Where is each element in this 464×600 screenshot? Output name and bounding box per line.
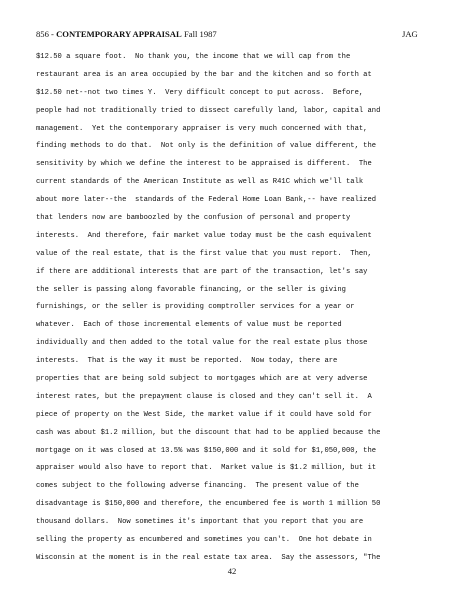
- text-line: current standards of the American Institute as well as R41C which we'll talk: [36, 178, 364, 187]
- text-line: finding methods to do that. Not only is the definition of value different, the: [36, 142, 377, 151]
- text-line: the seller is passing along favorable financing, or the seller is giving: [36, 285, 346, 294]
- header-issue-date: Fall 1987: [184, 29, 217, 39]
- page-number: 42: [227, 566, 237, 576]
- text-line: about more later--the standards of the Federal Home Loan Bank,-- have realized: [36, 196, 377, 205]
- header-author-initials: JAG: [402, 29, 418, 39]
- text-line: that lenders now are bamboozled by the confusion of personal and property: [36, 214, 351, 223]
- text-line: management. Yet the contemporary appraiser is very much concerned with that,: [36, 124, 368, 133]
- running-header: [36, 27, 428, 41]
- text-line: appraiser would also have to report that. Market value is $1.2 million, but it: [36, 464, 377, 473]
- text-line: individually and then added to the total value for the real estate plus those: [36, 339, 368, 348]
- text-line: if there are additional interests that are part of the transaction, let's say: [36, 267, 368, 276]
- text-line: value of the real estate, that is the first value that you must report. Then,: [36, 249, 372, 258]
- transcript-body: [36, 49, 432, 568]
- text-line: disadvantage is $150,000 and therefore, the encumbered fee is worth 1 million 50: [36, 500, 381, 509]
- text-line: properties that are being sold subject to mortgages which are at very adverse: [36, 375, 368, 384]
- text-line: sensitivity by which we define the interest to be appraised is different. The: [36, 160, 372, 169]
- text-line: $12.50 net--not two times Y. Very difficult concept to put across. Before,: [36, 88, 364, 97]
- text-line: people had not traditionally tried to dissect carefully land, labor, capital and: [36, 106, 381, 115]
- text-line: piece of property on the West Side, the market value if it could have sold for: [36, 410, 372, 419]
- text-line: Wisconsin at the moment is in the real estate tax area. Say the assessors, "The: [36, 553, 381, 562]
- text-line: interests. And therefore, fair market value today must be the cash equivalent: [36, 231, 372, 240]
- text-line: cash was about $1.2 million, but the discount that had to be applied because the: [36, 428, 381, 437]
- text-line: selling the property as encumbered and sometimes you can't. One hot debate in: [36, 536, 372, 545]
- text-line: interests. That is the way it must be reported. Now today, there are: [36, 357, 338, 366]
- text-line: whatever. Each of those incremental elements of value must be reported: [36, 321, 342, 330]
- text-line: thousand dollars. Now sometimes it's important that you report that you are: [36, 518, 364, 527]
- text-line: comes subject to the following adverse financing. The present value of the: [36, 482, 359, 491]
- text-line: interest rates, but the prepayment clause is closed and they can't sell it. A: [36, 392, 372, 401]
- header-journal: [36, 27, 182, 41]
- text-line: $12.50 a square foot. No thank you, the income that we will cap from the: [36, 53, 351, 61]
- text-line: restaurant area is an area occupied by the bar and the kitchen and so forth at: [36, 70, 372, 79]
- text-line: furnishings, or the seller is providing comptroller services for a year or: [36, 303, 355, 312]
- header-journal-title: CONTEMPORARY APPRAISAL: [56, 29, 182, 39]
- text-line: mortgage on it was closed at 13.5% was $150,000 and it sold for $1,050,000, the: [36, 446, 377, 455]
- header-page-ref: 856 -: [36, 29, 57, 39]
